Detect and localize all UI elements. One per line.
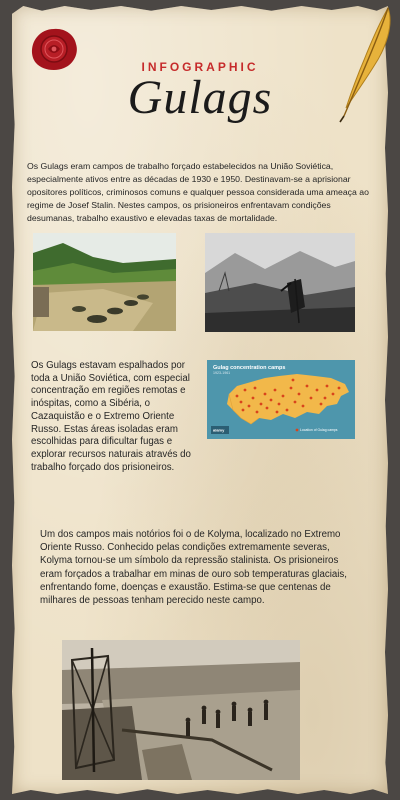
gulag-camps-map xyxy=(207,360,355,439)
kolyma-mine-workers-photo xyxy=(62,640,300,780)
legend-marker-icon xyxy=(296,429,299,432)
intro-paragraph: Os Gulags eram campos de trabalho forçado estabelecidos na União Soviética, especialmente ativos entre as décadas de 1930 e 1950. Destinavam-se a aprisionar opositores políticos, criminosos comuns e qualquer pessoa considerada uma ameaça ao regime de Josef Stalin. Nestes campos, os prisioneiros enfrentavam condições desumanas, trabalho exaustivo e elevadas taxas de mortalidade. xyxy=(27,161,369,223)
geography-paragraph: Os Gulags estavam espalhados por toda a União Soviética, com especial concentração em regiões remotas e inóspitas, como a Sibéria, o Cazaquistão e o Extremo Oriente Russo. Estas áreas isoladas eram escolhidas para dificultar fugas e explorar recursos naturais através do trabalho forçado dos prisioneiros. xyxy=(31,360,191,473)
map-source-tag: alamy xyxy=(213,427,225,433)
kolyma-paragraph: Um dos campos mais notórios foi o de Kolyma, localizado no Extremo Oriente Russo. Conhecido pelas condições extremamente severas, Kolyma tornou-se um símbolo da repressão stalinista. Os prisioneiros eram forçados a trabalhar em minas de ouro sob temperaturas glaciais, enfrentando fome, doenças e exaustão. Estima-se que centenas de milhares de pessoas tenham perecido neste campo. xyxy=(40,529,347,607)
map-legend: Location of Gulag camps xyxy=(300,428,338,433)
page-title: Gulags xyxy=(127,71,273,124)
mine-landscape-photo xyxy=(33,233,176,331)
map-title: Gulag concentration camps xyxy=(213,365,286,371)
map-subtitle: 1923-1961 xyxy=(213,371,231,375)
infographic-kicker: INFOGRAPHIC xyxy=(141,60,259,74)
watchtower-ruins-photo xyxy=(205,233,355,332)
